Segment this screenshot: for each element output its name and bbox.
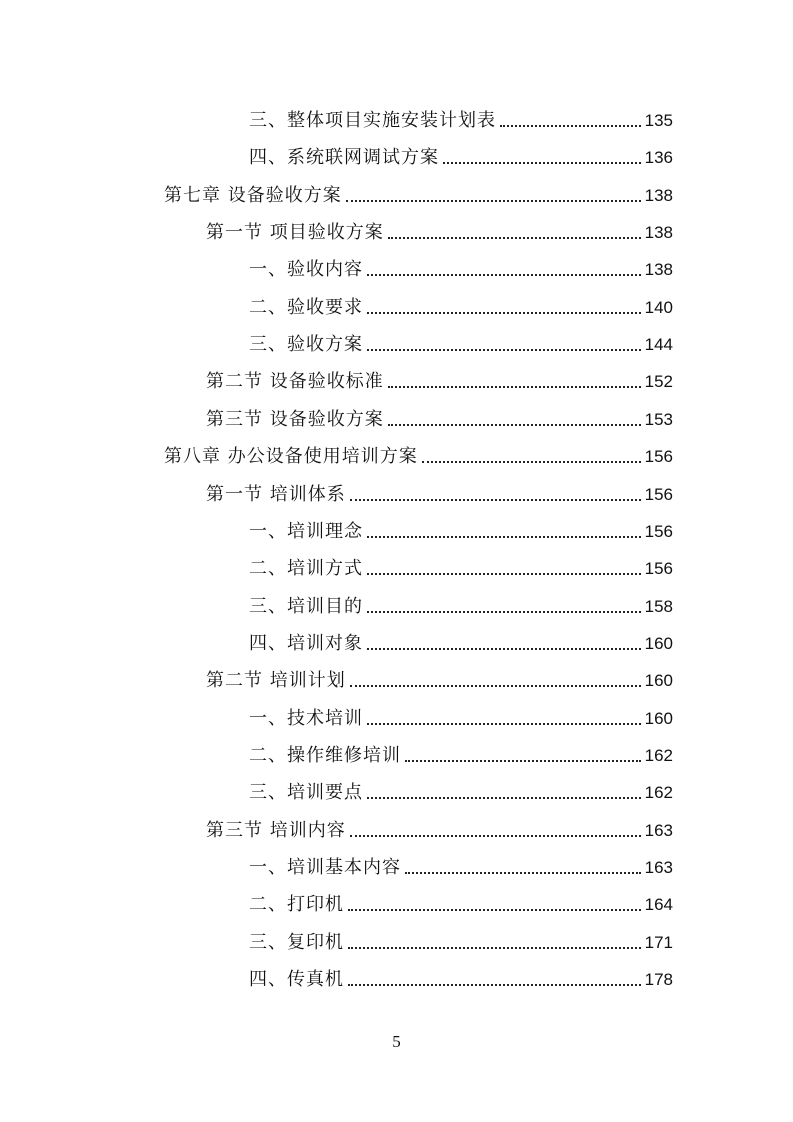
dot-leader [350,684,641,687]
toc-entry[interactable] [249,554,673,580]
toc-entry[interactable] [206,666,673,692]
toc-entry[interactable] [206,816,673,842]
dot-leader [367,647,641,650]
dot-leader [388,236,641,239]
dot-leader [348,946,641,949]
toc-entry[interactable] [206,405,673,431]
toc-entry-page: 140 [644,297,673,317]
toc-entry-page: 160 [644,708,673,728]
toc-entry[interactable] [249,890,673,916]
dot-leader [367,722,641,725]
toc-entry-page: 153 [644,409,673,429]
toc-entry-page: 162 [644,745,673,765]
toc-entry-page: 158 [644,596,673,616]
toc-entry[interactable] [249,330,673,356]
toc-entry-title: 四、培训对象 [249,632,363,654]
toc-entry-title: 第二节 培训计划 [206,670,346,692]
toc-entry-title: 三、验收方案 [249,334,363,356]
toc-entry-title: 第三节 设备验收方案 [206,408,384,430]
dot-leader [350,834,641,837]
toc-entry-title: 三、整体项目实施安装计划表 [249,110,496,131]
toc-entry-title: 一、培训理念 [249,520,363,542]
toc-entry-page: 156 [644,521,673,541]
toc-entry-page: 152 [644,372,673,392]
toc-entry[interactable] [249,741,673,767]
toc-entry[interactable] [206,367,673,393]
toc-entry-page: 160 [644,633,673,653]
toc-entry[interactable] [249,853,673,879]
page-number: 5 [392,1032,401,1051]
dot-leader [367,273,641,276]
toc-entry-page: 164 [644,895,673,915]
toc-entry-page: 144 [644,335,673,355]
dot-leader [350,498,641,501]
toc-entry[interactable] [249,255,673,281]
toc-entry-page: 135 [644,111,673,130]
dot-leader [405,759,641,762]
toc-entry-title: 四、系统联网调试方案 [249,147,439,169]
dot-leader [388,423,641,426]
toc-entry[interactable] [249,517,673,543]
toc-entry-page: 156 [644,559,673,579]
toc-entry-title: 二、培训方式 [249,558,363,580]
toc-entry-page: 163 [644,858,673,877]
toc-entry-title: 第一节 培训体系 [206,483,346,505]
dot-leader [367,572,641,575]
toc-entry[interactable] [249,629,673,655]
dot-leader [367,535,641,538]
toc-entry[interactable] [249,965,673,991]
toc-entry-page: 160 [644,671,673,691]
toc-entry-title: 第七章 设备验收方案 [164,184,342,206]
toc-entry[interactable] [206,218,673,244]
dot-leader [346,199,641,202]
dot-leader [405,871,641,874]
dot-leader [443,161,641,164]
toc-entry-page: 156 [644,447,673,467]
toc-entry-page: 156 [644,484,673,504]
dot-leader [388,385,641,388]
dot-leader [367,610,641,613]
toc-entry-page: 136 [644,148,673,168]
toc-entry-title: 第二节 设备验收标准 [206,371,384,393]
dot-leader [348,983,641,986]
toc-entry-title: 第一节 项目验收方案 [206,222,384,244]
toc-entry[interactable] [164,181,673,207]
toc-entry[interactable] [249,704,673,730]
toc-entry-title: 第三节 培训内容 [206,819,346,841]
toc-entry[interactable] [164,442,673,468]
toc-entry-page: 138 [644,260,673,280]
toc-entry-title: 二、验收要求 [249,296,363,318]
toc-entry[interactable] [206,480,673,506]
toc-entry[interactable] [249,928,673,954]
toc-entry-title: 三、复印机 [249,931,344,953]
toc-entry[interactable] [249,143,673,169]
dot-leader [367,311,641,314]
toc-entry-title: 二、打印机 [249,894,344,916]
dot-leader [367,348,641,351]
toc-entry-page: 171 [644,932,673,952]
toc-entry-page: 178 [644,970,673,990]
toc-entry-title: 二、操作维修培训 [249,744,401,766]
toc-entry-page: 162 [644,783,673,803]
toc-entry-title: 一、培训基本内容 [249,857,401,878]
toc-entry[interactable] [249,293,673,319]
toc-entry-title: 一、验收内容 [249,259,363,281]
toc-entry-title: 三、培训目的 [249,595,363,617]
toc-entry[interactable] [249,592,673,618]
toc-entry-page: 163 [644,820,673,840]
toc-entry-page: 138 [644,185,673,205]
dot-leader [500,124,641,127]
dot-leader [422,460,641,463]
toc-entry[interactable] [249,778,673,804]
toc-entry[interactable] [249,106,673,132]
toc-entry-page: 138 [644,223,673,243]
toc-entry-title: 四、传真机 [249,969,344,991]
dot-leader [348,908,641,911]
toc-entry-title: 一、技术培训 [249,707,363,729]
toc-entry-title: 第八章 办公设备使用培训方案 [164,446,418,468]
dot-leader [367,796,641,799]
toc-entry-title: 三、培训要点 [249,782,363,804]
